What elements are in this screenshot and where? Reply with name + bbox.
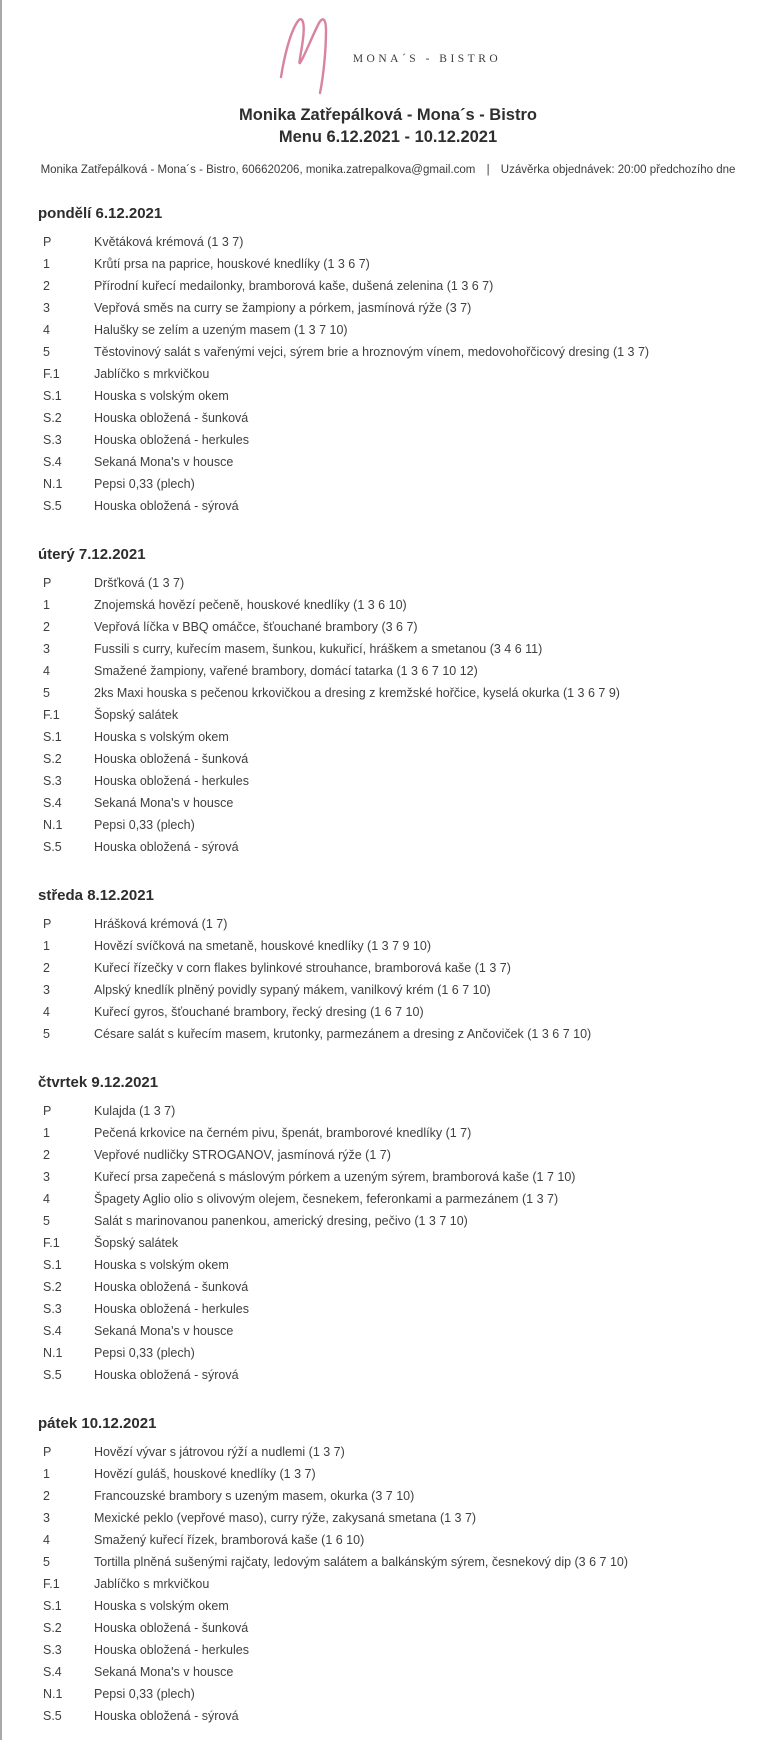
day-items xyxy=(38,1100,764,1386)
menu-item-code: 5 xyxy=(43,1027,50,1041)
menu-item-code: S.2 xyxy=(43,1280,62,1294)
menu-item-code: S.5 xyxy=(43,1709,62,1723)
menu-item-description: Houska obložená - herkules xyxy=(94,774,249,788)
menu-item-description: Houska obložená - herkules xyxy=(94,433,249,447)
menu-item-description: Houska obložená - šunková xyxy=(94,1280,249,1294)
menu-item-description: Pepsi 0,33 (plech) xyxy=(94,477,195,491)
page-title: Monika Zatřepálková - Mona´s - Bistro xyxy=(239,106,537,124)
menu-item-description: Houska s volským okem xyxy=(94,1599,229,1613)
menu-item-code: S.3 xyxy=(43,1302,62,1316)
menu-item-description: 2ks Maxi houska s pečenou krkovičkou a dresing z kremžské hořčice, kyselá okurka (1 3 6 7 9) xyxy=(94,686,620,700)
menu-item-code: S.5 xyxy=(43,840,62,854)
day-items xyxy=(38,231,764,517)
menu-item-description: Houska obložená - sýrová xyxy=(94,840,239,854)
menu-item-description: Vepřová směs na curry se žampiony a pórkem, jasmínová rýže (3 7) xyxy=(94,301,472,315)
menu-item-row xyxy=(38,836,764,858)
menu-item-row xyxy=(38,1276,764,1298)
menu-item-code: S.3 xyxy=(43,433,62,447)
menu-item-row xyxy=(38,726,764,748)
menu-item-description: Francouzské brambory s uzeným masem, okurka (3 7 10) xyxy=(94,1489,415,1503)
day-heading: středa 8.12.2021 xyxy=(38,887,154,904)
menu-item-row xyxy=(38,935,764,957)
logo xyxy=(2,0,774,98)
menu-item-code: 3 xyxy=(43,642,50,656)
menu-item-description: Mexické peklo (vepřové maso), curry rýže, zakysaná smetana (1 3 7) xyxy=(94,1511,477,1525)
menu-item-description: Smažený kuřecí řízek, bramborová kaše (1 6 10) xyxy=(94,1533,365,1547)
menu-item-description: Špagety Aglio olio s olivovým olejem, česnekem, feferonkami a parmezánem (1 3 7) xyxy=(94,1192,559,1206)
menu-item-row xyxy=(38,1254,764,1276)
contact-line xyxy=(2,164,774,176)
menu-item-code: 5 xyxy=(43,1555,50,1569)
menu-item-code: S.4 xyxy=(43,1324,62,1338)
menu-item-description: Sekaná Mona's v housce xyxy=(94,1665,234,1679)
day-section xyxy=(38,546,764,858)
menu-item-description: Hrášková krémová (1 7) xyxy=(94,917,228,931)
menu-item-row xyxy=(38,572,764,594)
menu-item-description: Přírodní kuřecí medailonky, bramborová kaše, dušená zelenina (1 3 6 7) xyxy=(94,279,494,293)
menu-item-description: Vepřová líčka v BBQ omáčce, šťouchané brambory (3 6 7) xyxy=(94,620,418,634)
menu-item-description: Pepsi 0,33 (plech) xyxy=(94,818,195,832)
day-items xyxy=(38,572,764,858)
menu-item-code: S.5 xyxy=(43,499,62,513)
menu-item-row xyxy=(38,1705,764,1727)
menu-item-row xyxy=(38,1639,764,1661)
menu-item-description: Kuřecí prsa zapečená s máslovým pórkem a uzeným sýrem, bramborová kaše (1 7 10) xyxy=(94,1170,576,1184)
menu-item-row xyxy=(38,682,764,704)
menu-item-row xyxy=(38,319,764,341)
menu-item-description: Smažené žampiony, vařené brambory, domácí tatarka (1 3 6 7 10 12) xyxy=(94,664,478,678)
menu-item-description: Césare salát s kuřecím masem, krutonky, parmezánem a dresing z Ančoviček (1 3 6 7 10) xyxy=(94,1027,592,1041)
menu-item-row xyxy=(38,275,764,297)
menu-item-row xyxy=(38,748,764,770)
menu-item-description: Dršťková (1 3 7) xyxy=(94,576,185,590)
menu-item-description: Těstovinový salát s vařenými vejci, sýrem brie a hroznovým vínem, medovohořčicový dresing (1 3 7) xyxy=(94,345,650,359)
menu-item-row xyxy=(38,1441,764,1463)
menu-item-row xyxy=(38,1573,764,1595)
contact-info: Monika Zatřepálková - Mona´s - Bistro, 606620206, monika.zatrepalkova@gmail.com xyxy=(40,164,476,176)
menu-item-code: 1 xyxy=(43,257,50,271)
menu-item-row xyxy=(38,1144,764,1166)
menu-item-code: S.1 xyxy=(43,730,62,744)
menu-item-row xyxy=(38,1232,764,1254)
day-items xyxy=(38,1441,764,1727)
menu-item-row xyxy=(38,1529,764,1551)
menu-item-row xyxy=(38,814,764,836)
menu-item-code: 2 xyxy=(43,961,50,975)
menu-item-row xyxy=(38,495,764,517)
menu-item-code: 3 xyxy=(43,983,50,997)
menu-item-row xyxy=(38,979,764,1001)
logo-text: MONA´S - BISTRO xyxy=(352,53,502,65)
menu-item-row xyxy=(38,1320,764,1342)
menu-item-row xyxy=(38,231,764,253)
menu-item-description: Šopský salátek xyxy=(94,708,179,722)
menu-item-description: Houska s volským okem xyxy=(94,1258,229,1272)
menu-item-row xyxy=(38,1298,764,1320)
menu-item-code: S.1 xyxy=(43,389,62,403)
menu-item-code: 1 xyxy=(43,598,50,612)
menu-item-code: S.5 xyxy=(43,1368,62,1382)
menu-item-description: Kuřecí gyros, šťouchané brambory, řecký dresing (1 6 7 10) xyxy=(94,1005,424,1019)
menu-item-row xyxy=(38,1617,764,1639)
menu-item-description: Květáková krémová (1 3 7) xyxy=(94,235,244,249)
menu-item-code: S.1 xyxy=(43,1599,62,1613)
menu-item-description: Houska obložená - sýrová xyxy=(94,1709,239,1723)
day-section xyxy=(38,1415,764,1727)
menu-date-range: Menu 6.12.2021 - 10.12.2021 xyxy=(278,128,498,146)
menu-item-code: S.3 xyxy=(43,1643,62,1657)
menu-item-row xyxy=(38,660,764,682)
menu-item-code: 2 xyxy=(43,1489,50,1503)
menu-item-row xyxy=(38,638,764,660)
menu-item-code: S.4 xyxy=(43,796,62,810)
menu-item-description: Znojemská hovězí pečeně, houskové knedlíky (1 3 6 10) xyxy=(94,598,407,612)
menu-item-code: F.1 xyxy=(43,1577,60,1591)
menu-item-code: P xyxy=(43,576,52,590)
menu-item-code: N.1 xyxy=(43,1346,63,1360)
menu-item-row xyxy=(38,704,764,726)
menu-item-row xyxy=(38,1122,764,1144)
menu-item-description: Jablíčko s mrkvičkou xyxy=(94,367,210,381)
menu-item-description: Sekaná Mona's v housce xyxy=(94,455,234,469)
menu-item-code: N.1 xyxy=(43,818,63,832)
menu-item-code: 3 xyxy=(43,301,50,315)
menu-item-code: 3 xyxy=(43,1170,50,1184)
day-section xyxy=(38,205,764,517)
menu-item-code: F.1 xyxy=(43,367,60,381)
menu-item-code: S.2 xyxy=(43,411,62,425)
menu-item-description: Pepsi 0,33 (plech) xyxy=(94,1346,195,1360)
menu-item-description: Houska obložená - šunková xyxy=(94,411,249,425)
menu-item-code: N.1 xyxy=(43,1687,63,1701)
menu-item-row xyxy=(38,1364,764,1386)
menu-item-code: 4 xyxy=(43,1192,50,1206)
menu-item-row xyxy=(38,407,764,429)
menu-item-description: Pečená krkovice na černém pivu, špenát, bramborové knedlíky (1 7) xyxy=(94,1126,472,1140)
menu-item-description: Houska s volským okem xyxy=(94,389,229,403)
menu-item-code: 4 xyxy=(43,1533,50,1547)
menu-item-row xyxy=(38,1463,764,1485)
menu-item-row xyxy=(38,1188,764,1210)
menu-item-description: Krůtí prsa na paprice, houskové knedlíky (1 3 6 7) xyxy=(94,257,370,271)
menu-item-code: 2 xyxy=(43,620,50,634)
menu-item-row xyxy=(38,1683,764,1705)
logo-monogram-icon xyxy=(275,13,337,95)
menu-item-description: Kuřecí řízečky v corn flakes bylinkové strouhance, bramborová kaše (1 3 7) xyxy=(94,961,511,975)
menu-item-row xyxy=(38,792,764,814)
menu-item-description: Salát s marinovanou panenkou, americký dresing, pečivo (1 3 7 10) xyxy=(94,1214,468,1228)
menu-item-description: Halušky se zelím a uzeným masem (1 3 7 10) xyxy=(94,323,348,337)
menu-item-code: P xyxy=(43,1104,52,1118)
day-heading: čtvrtek 9.12.2021 xyxy=(38,1074,159,1091)
menu-item-description: Sekaná Mona's v housce xyxy=(94,796,234,810)
menu-item-code: 2 xyxy=(43,279,50,293)
menu-item-code: 2 xyxy=(43,1148,50,1162)
menu-item-code: 4 xyxy=(43,323,50,337)
menu-item-row xyxy=(38,1551,764,1573)
menu-item-row xyxy=(38,1100,764,1122)
day-items xyxy=(38,913,764,1045)
menu-item-code: S.2 xyxy=(43,1621,62,1635)
menu-item-row xyxy=(38,616,764,638)
day-heading: pondělí 6.12.2021 xyxy=(38,205,163,222)
menu-item-description: Houska obložená - sýrová xyxy=(94,1368,239,1382)
menu-item-description: Vepřové nudličky STROGANOV, jasmínová rýže (1 7) xyxy=(94,1148,391,1162)
menu-item-description: Pepsi 0,33 (plech) xyxy=(94,1687,195,1701)
menu-item-code: F.1 xyxy=(43,1236,60,1250)
menu-item-row xyxy=(38,1166,764,1188)
day-heading: úterý 7.12.2021 xyxy=(38,546,146,563)
menu-item-description: Houska obložená - sýrová xyxy=(94,499,239,513)
menu-item-code: 1 xyxy=(43,1467,50,1481)
day-section xyxy=(38,887,764,1045)
menu-item-row xyxy=(38,1001,764,1023)
menu-item-row xyxy=(38,957,764,979)
menu-item-row xyxy=(38,473,764,495)
menu-item-code: 5 xyxy=(43,345,50,359)
menu-item-code: S.1 xyxy=(43,1258,62,1272)
menu-document xyxy=(2,0,774,1740)
menu-item-code: P xyxy=(43,1445,52,1459)
menu-item-code: P xyxy=(43,917,52,931)
menu-item-description: Fussili s curry, kuřecím masem, šunkou, kukuřicí, hráškem a smetanou (3 4 6 11) xyxy=(94,642,543,656)
menu-item-description: Hovězí svíčková na smetaně, houskové knedlíky (1 3 7 9 10) xyxy=(94,939,431,953)
menu-item-description: Jablíčko s mrkvičkou xyxy=(94,1577,210,1591)
menu-item-description: Kulajda (1 3 7) xyxy=(94,1104,176,1118)
menu-item-row xyxy=(38,1485,764,1507)
menu-item-description: Houska obložená - herkules xyxy=(94,1302,249,1316)
menu-item-row xyxy=(38,297,764,319)
menu-item-description: Sekaná Mona's v housce xyxy=(94,1324,234,1338)
menu-item-description: Houska obložená - herkules xyxy=(94,1643,249,1657)
menu-item-code: F.1 xyxy=(43,708,60,722)
menu-item-description: Šopský salátek xyxy=(94,1236,179,1250)
menu-item-row xyxy=(38,1661,764,1683)
menu-item-row xyxy=(38,770,764,792)
menu-item-row xyxy=(38,1023,764,1045)
menu-item-code: S.2 xyxy=(43,752,62,766)
menu-item-description: Houska obložená - šunková xyxy=(94,752,249,766)
menu-item-code: 5 xyxy=(43,1214,50,1228)
menu-item-description: Alpský knedlík plněný povidly sypaný mákem, vanilkový krém (1 6 7 10) xyxy=(94,983,491,997)
menu-item-row xyxy=(38,341,764,363)
menu-item-code: P xyxy=(43,235,52,249)
menu-item-description: Houska obložená - šunková xyxy=(94,1621,249,1635)
menu-item-row xyxy=(38,1507,764,1529)
menu-item-row xyxy=(38,363,764,385)
day-section xyxy=(38,1074,764,1386)
menu-item-code: 4 xyxy=(43,1005,50,1019)
menu-item-description: Hovězí vývar s játrovou rýží a nudlemi (1 3 7) xyxy=(94,1445,345,1459)
contact-separator: | xyxy=(486,164,490,176)
menu-item-code: 5 xyxy=(43,686,50,700)
menu-item-row xyxy=(38,429,764,451)
menu-item-row xyxy=(38,1210,764,1232)
menu-item-row xyxy=(38,253,764,275)
menu-item-code: 4 xyxy=(43,664,50,678)
menu-item-row xyxy=(38,1342,764,1364)
menu-item-code: 1 xyxy=(43,939,50,953)
menu-item-code: S.4 xyxy=(43,455,62,469)
menu-item-code: 3 xyxy=(43,1511,50,1525)
menu-item-code: S.3 xyxy=(43,774,62,788)
menu-item-description: Hovězí guláš, houskové knedlíky (1 3 7) xyxy=(94,1467,316,1481)
menu-item-code: 1 xyxy=(43,1126,50,1140)
day-heading: pátek 10.12.2021 xyxy=(38,1415,157,1432)
menu-item-description: Tortilla plněná sušenými rajčaty, ledovým salátem a balkánským sýrem, česnekový dip (3 6 7 10) xyxy=(94,1555,629,1569)
menu-item-code: N.1 xyxy=(43,477,63,491)
menu-item-row xyxy=(38,594,764,616)
menu-item-row xyxy=(38,913,764,935)
menu-item-code: S.4 xyxy=(43,1665,62,1679)
day-sections xyxy=(2,205,774,1727)
menu-item-row xyxy=(38,385,764,407)
menu-item-row xyxy=(38,1595,764,1617)
menu-item-row xyxy=(38,451,764,473)
order-deadline: Uzávěrka objednávek: 20:00 předchozího dne xyxy=(500,164,736,176)
menu-item-description: Houska s volským okem xyxy=(94,730,229,744)
